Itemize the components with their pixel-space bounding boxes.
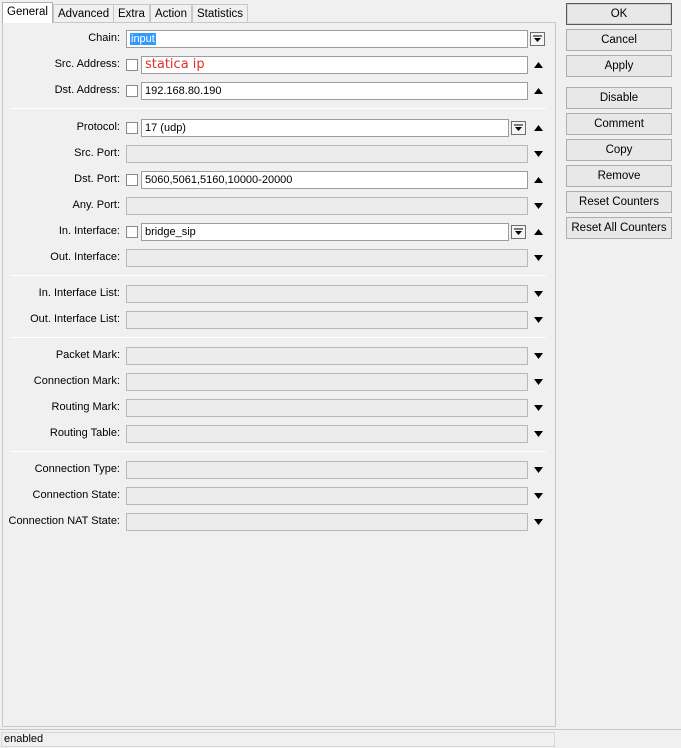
copy-button[interactable]: Copy xyxy=(566,139,672,161)
connection-mark-row xyxy=(0,372,556,392)
divider xyxy=(10,337,546,338)
any-port-label: Any. Port: xyxy=(72,199,120,211)
src-port-label: Src. Port: xyxy=(74,147,120,159)
dropdown-arrow-icon xyxy=(514,228,523,236)
reset-all-counters-button[interactable]: Reset All Counters xyxy=(566,217,672,239)
in-interface-list-input[interactable] xyxy=(126,285,528,303)
protocol-dropdown-button[interactable] xyxy=(511,121,526,135)
connection-state-row xyxy=(0,486,556,506)
chain-dropdown-button[interactable] xyxy=(530,32,545,46)
collapse-up-icon[interactable] xyxy=(533,61,544,69)
src-address-annotation: statica ip xyxy=(145,57,205,72)
connection-nat-state-row xyxy=(0,512,556,532)
tab-general[interactable]: General xyxy=(2,2,53,23)
cancel-button[interactable]: Cancel xyxy=(566,29,672,51)
protocol-row xyxy=(0,118,556,138)
in-interface-not-checkbox[interactable] xyxy=(126,226,138,238)
packet-mark-label: Packet Mark: xyxy=(55,349,120,361)
src-port-input[interactable] xyxy=(126,145,528,163)
expand-down-icon[interactable] xyxy=(533,352,544,360)
tab-advanced[interactable]: Advanced xyxy=(53,4,114,23)
connection-type-row xyxy=(0,460,556,480)
routing-table-input[interactable] xyxy=(126,425,528,443)
chain-label: Chain: xyxy=(88,32,120,44)
in-interface-row xyxy=(0,222,556,242)
in-interface-label: In. Interface: xyxy=(58,225,120,237)
divider xyxy=(10,108,546,109)
connection-type-input[interactable] xyxy=(126,461,528,479)
routing-table-label: Routing Table: xyxy=(49,427,120,439)
dst-port-not-checkbox[interactable] xyxy=(126,174,138,186)
reset-counters-button[interactable]: Reset Counters xyxy=(566,191,672,213)
collapse-up-icon[interactable] xyxy=(533,87,544,95)
dst-address-label: Dst. Address: xyxy=(54,84,120,96)
expand-down-icon[interactable] xyxy=(533,150,544,158)
collapse-up-icon[interactable] xyxy=(533,176,544,184)
any-port-row xyxy=(0,196,556,216)
tab-extra[interactable]: Extra xyxy=(113,4,150,23)
remove-button[interactable]: Remove xyxy=(566,165,672,187)
out-interface-list-row xyxy=(0,310,556,330)
out-interface-list-input[interactable] xyxy=(126,311,528,329)
apply-button[interactable]: Apply xyxy=(566,55,672,77)
expand-down-icon[interactable] xyxy=(533,518,544,526)
out-interface-input[interactable] xyxy=(126,249,528,267)
dst-address-input[interactable]: 192.168.80.190 xyxy=(141,82,528,100)
dst-port-label: Dst. Port: xyxy=(74,173,120,185)
expand-down-icon[interactable] xyxy=(533,492,544,500)
dst-address-row xyxy=(0,81,556,101)
tab-action[interactable]: Action xyxy=(150,4,192,23)
expand-down-icon[interactable] xyxy=(533,430,544,438)
collapse-up-icon[interactable] xyxy=(533,228,544,236)
ok-button[interactable]: OK xyxy=(566,3,672,25)
expand-down-icon[interactable] xyxy=(533,290,544,298)
out-interface-label: Out. Interface: xyxy=(50,251,120,263)
status-bar xyxy=(0,729,681,748)
in-interface-select[interactable]: bridge_sip xyxy=(141,223,509,241)
routing-mark-input[interactable] xyxy=(126,399,528,417)
expand-down-icon[interactable] xyxy=(533,202,544,210)
expand-down-icon[interactable] xyxy=(533,316,544,324)
tab-statistics[interactable]: Statistics xyxy=(192,4,248,23)
packet-mark-input[interactable] xyxy=(126,347,528,365)
collapse-up-icon[interactable] xyxy=(533,124,544,132)
routing-table-row xyxy=(0,424,556,444)
dropdown-arrow-icon xyxy=(533,35,542,43)
out-interface-list-label: Out. Interface List: xyxy=(30,313,120,325)
connection-mark-label: Connection Mark: xyxy=(33,375,120,387)
connection-mark-input[interactable] xyxy=(126,373,528,391)
src-address-row xyxy=(0,55,556,75)
expand-down-icon[interactable] xyxy=(533,254,544,262)
dst-port-input[interactable]: 5060,5061,5160,10000-20000 xyxy=(141,171,528,189)
in-interface-dropdown-button[interactable] xyxy=(511,225,526,239)
protocol-not-checkbox[interactable] xyxy=(126,122,138,134)
expand-down-icon[interactable] xyxy=(533,404,544,412)
in-interface-list-label: In. Interface List: xyxy=(38,287,120,299)
connection-nat-state-label: Connection NAT State: xyxy=(8,515,120,527)
expand-down-icon[interactable] xyxy=(533,378,544,386)
connection-state-input[interactable] xyxy=(126,487,528,505)
protocol-select[interactable]: 17 (udp) xyxy=(141,119,509,137)
disable-button[interactable]: Disable xyxy=(566,87,672,109)
dst-address-not-checkbox[interactable] xyxy=(126,85,138,97)
protocol-label: Protocol: xyxy=(76,121,120,133)
connection-type-label: Connection Type: xyxy=(34,463,120,475)
src-port-row xyxy=(0,144,556,164)
src-address-input[interactable] xyxy=(141,56,528,74)
routing-mark-label: Routing Mark: xyxy=(51,401,120,413)
chain-row xyxy=(0,29,556,49)
out-interface-row xyxy=(0,248,556,268)
in-interface-list-row xyxy=(0,284,556,304)
connection-nat-state-input[interactable] xyxy=(126,513,528,531)
divider xyxy=(10,275,546,276)
status-text: enabled xyxy=(1,732,555,747)
connection-state-label: Connection State: xyxy=(32,489,120,501)
src-address-not-checkbox[interactable] xyxy=(126,59,138,71)
divider xyxy=(10,451,546,452)
expand-down-icon[interactable] xyxy=(533,466,544,474)
chain-value: input xyxy=(131,33,155,45)
packet-mark-row xyxy=(0,346,556,366)
dst-port-row xyxy=(0,170,556,190)
comment-button[interactable]: Comment xyxy=(566,113,672,135)
src-address-label: Src. Address: xyxy=(54,58,120,70)
dropdown-arrow-icon xyxy=(514,124,523,132)
any-port-input[interactable] xyxy=(126,197,528,215)
routing-mark-row xyxy=(0,398,556,418)
chain-select[interactable] xyxy=(126,30,528,48)
